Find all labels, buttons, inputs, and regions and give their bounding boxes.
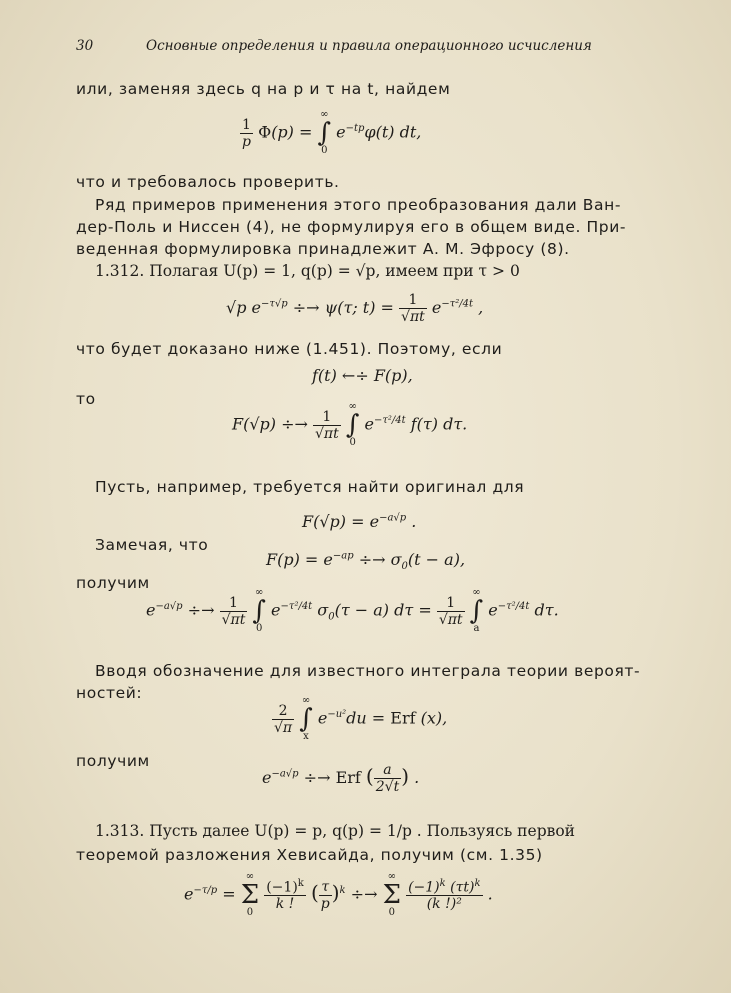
section-1-312: 1.312. Полагая U(p) = 1, q(p) = √p, имеем при τ > 0 xyxy=(95,262,520,280)
section-1-313: 1.313. Пусть далее U(p) = p, q(p) = 1/p . Пользуясь первой xyxy=(95,822,576,840)
equation-result: $e^{-a√p}$ ÷→ $\frac{1}{√\pi t}$ ∞ ∫ 0 $e^{-\tau^2/4t}$ $\sigma_0(\tau - a) d\tau$ = $\frac{1}{√\pi t}$ ∞ ∫ a $e^{-\tau^2/4t}$ dτ. xyxy=(146,587,559,634)
text-line: Ряд примеров применения этого преобразования дали Ван- xyxy=(95,196,622,214)
equation-psi: √p $e^{-\tau√p} \div\to \psi(\tau$; t) = $\frac{1}{√\pi t}$ $e^{-\tau^2/4t}$ , xyxy=(226,292,484,325)
text-line: дер-Поль и Ниссен (4), не формулируя его в общем виде. При- xyxy=(76,218,627,236)
text-line: Пусть, например, требуется найти оригинал для xyxy=(95,478,525,496)
text-line: что и требовалось проверить. xyxy=(76,173,340,191)
equation-correspondence: f(t) ←÷ F(p), xyxy=(312,366,413,385)
equation-erf-result: $e^{-a√p}$ ÷→ Erf ( $\frac{a}{2√t}$ ) . xyxy=(262,762,420,795)
text-line: Вводя обозначение для известного интеграла теории вероят- xyxy=(95,662,641,680)
equation-sqrt-transform: F(√p) ÷→ $\frac{1}{√\pi t}$ ∞ ∫ 0 $e^{-\tau^2/4t}$ f(τ) dτ. xyxy=(232,401,468,448)
text-line: или, заменяя здесь q на p и τ на t, найдем xyxy=(76,80,451,98)
text-line: получим xyxy=(76,574,150,592)
equation-step: $F(p) = e^{-ap} \div\to \sigma_0(t - a)$, xyxy=(266,550,466,573)
text-line: веденная формулировка принадлежит А. М. Эфросу (8). xyxy=(76,240,570,258)
text-line: то xyxy=(76,390,96,408)
equation-series: $e^{-\tau/p}$ = ∞ Σ 0 $\frac{(-1)^k}{k !}$ ( $\frac{\tau}{p}$ )$^k$ ÷→ ∞ Σ 0 $\frac{(-1)^k (\tau t)^k}{\text{(k !)²}}$ . xyxy=(184,871,493,918)
text-line: теоремой разложения Хевисайда, получим (см. 1.35) xyxy=(76,846,543,864)
text-line: ностей: xyxy=(76,684,143,702)
text-line: получим xyxy=(76,752,150,770)
equation-original: $F(√p) = e^{-a√p}$ . xyxy=(302,512,417,531)
equation-erf: $\frac{2}{√\pi}$ ∞ ∫ x $e^{-u^2}du$ = Erf (x), xyxy=(274,695,448,742)
equation-laplace: $\frac{1}{p}$ Φ(p) = ∞ ∫ 0 $e^{-tp}\varphi(t)$ dt, xyxy=(242,109,422,156)
page-number: 30 xyxy=(76,38,94,54)
text-line: что будет доказано ниже (1.451). Поэтому, если xyxy=(76,340,503,358)
text-line: Замечая, что xyxy=(95,536,209,554)
running-title: Основные определения и правила операционного исчисления xyxy=(146,38,592,54)
